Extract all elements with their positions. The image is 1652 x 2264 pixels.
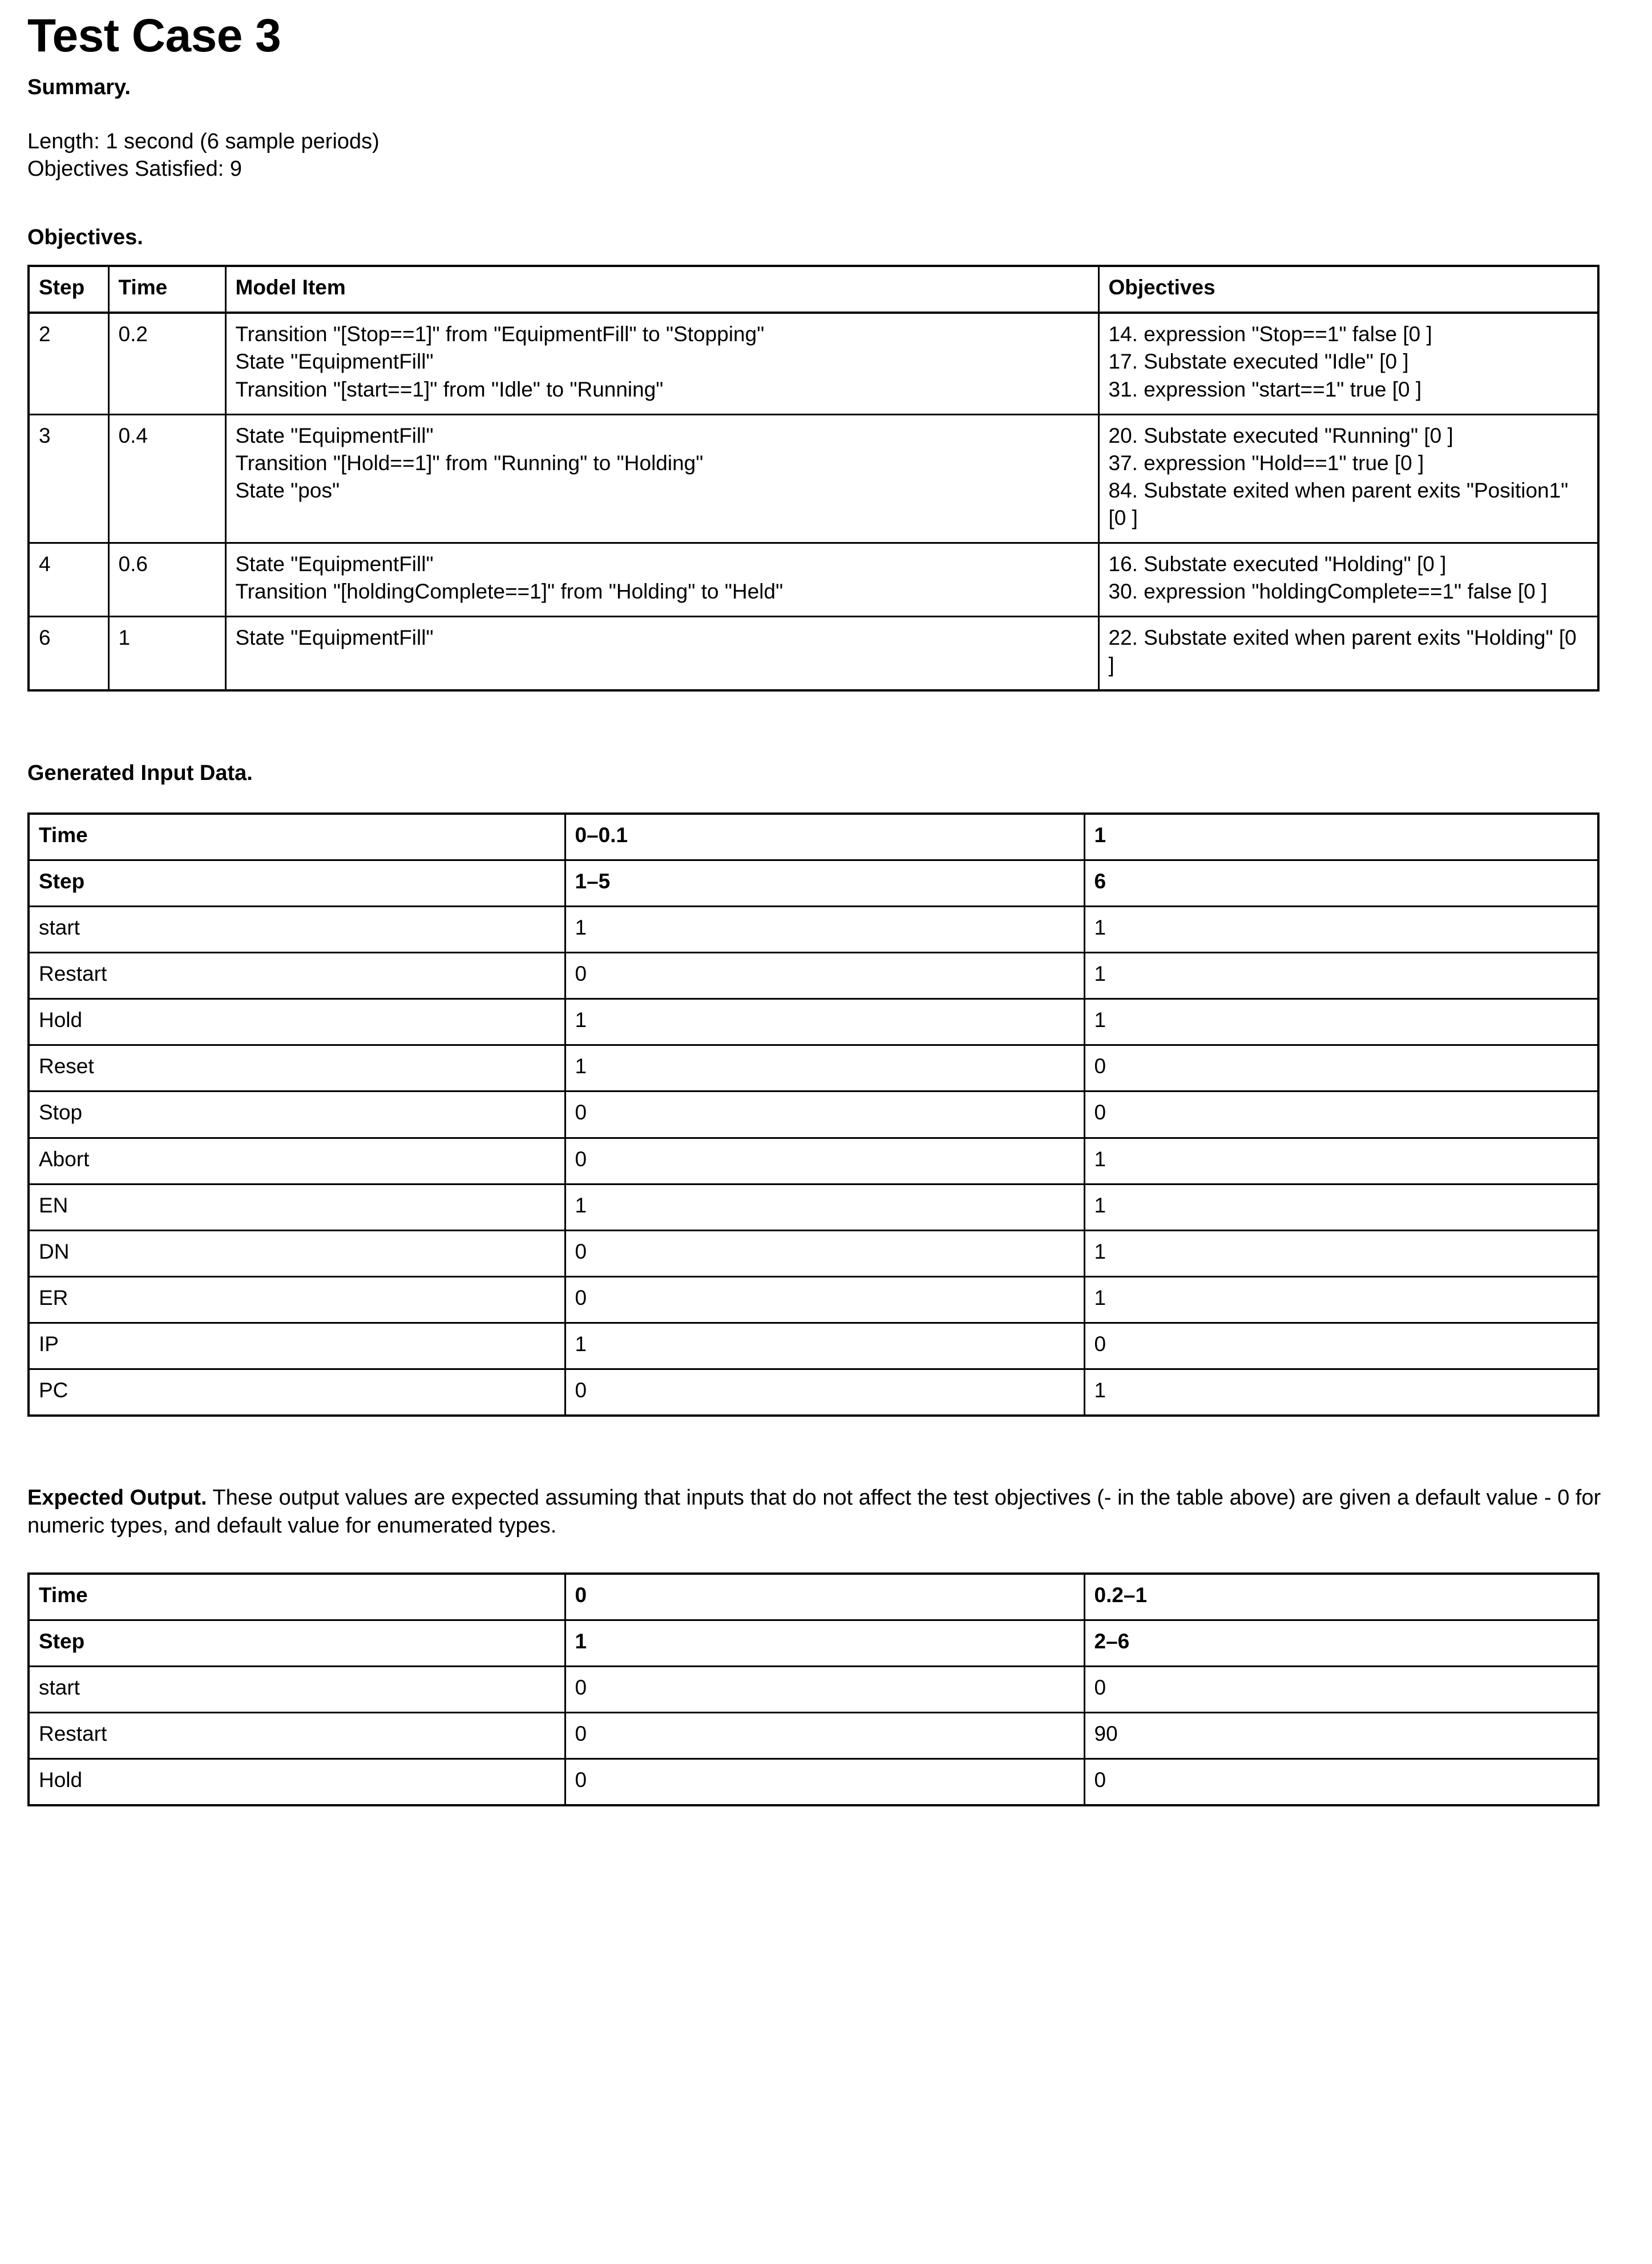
objective-line: 84. Substate exited when parent exits "Position1" [0 ] [1108,478,1569,529]
objectives-cell-time: 0.4 [108,414,225,543]
objectives-cell-objectives [1098,543,1598,617]
objectives-cell-step: 6 [29,617,108,691]
table-row [29,1574,1598,1620]
input-row-label: DN [29,1230,565,1276]
table-row [29,999,1598,1045]
output-cell-b: 0 [1084,1759,1598,1806]
input-cell-a: 1 [565,907,1084,953]
input-row-label: PC [29,1369,565,1416]
objectives-table-header-row [29,266,1598,313]
input-row-label: Stop [29,1091,565,1138]
input-cell-b: 0 [1084,1091,1598,1138]
objectives-cell-model-item [225,543,1098,617]
input-cell-b: 0 [1084,1045,1598,1091]
objectives-header-time: Time [108,266,225,313]
objectives-cell-step: 4 [29,543,108,617]
model-item-line: State "EquipmentFill" [235,350,434,374]
input-cell-a: 0 [565,953,1084,999]
table-row [29,1138,1598,1184]
output-row-label: Restart [29,1713,565,1759]
table-row [29,814,1598,860]
table-row [29,953,1598,999]
summary-line-length: Length: 1 second (6 sample periods) [27,129,379,153]
generated-input-heading: Generated Input Data. [27,761,253,786]
table-row [29,907,1598,953]
objectives-cell-objectives [1098,414,1598,543]
objective-line: 30. expression "holdingComplete==1" false [0 ] [1108,580,1548,604]
output-row-label: start [29,1667,565,1713]
table-row [29,1620,1598,1666]
input-row-label: start [29,907,565,953]
table-row [29,1230,1598,1276]
input-cell-b: 1 [1084,1369,1598,1416]
output-cell-a: 0 [565,1713,1084,1759]
expected-output-table-body [29,1574,1598,1805]
input-cell-a: 1–5 [565,860,1084,906]
input-cell-a: 0 [565,1369,1084,1416]
input-cell-b: 0 [1084,1323,1598,1369]
objective-line: 22. Substate exited when parent exits "Holding" [0 ] [1108,626,1577,677]
table-row [29,1713,1598,1759]
output-cell-b: 0 [1084,1667,1598,1713]
expected-output-paragraph [27,1484,1625,1541]
model-item-line: State "EquipmentFill" [235,626,434,650]
objectives-cell-time: 1 [108,617,225,691]
output-cell-b: 90 [1084,1713,1598,1759]
output-row-label: Step [29,1620,565,1666]
table-row [29,543,1598,617]
input-cell-a: 1 [565,999,1084,1045]
model-item-line: Transition "[Stop==1]" from "EquipmentFill" to "Stopping" [235,322,765,346]
input-cell-a: 0 [565,1230,1084,1276]
model-item-line: Transition "[start==1]" from "Idle" to "Running" [235,377,664,401]
generated-input-data-table [27,812,1600,1417]
objectives-cell-objectives [1098,617,1598,691]
summary-line-objectives-satisfied: Objectives Satisfied: 9 [27,157,242,181]
model-item-line: Transition "[Hold==1]" from "Running" to "Holding" [235,451,704,475]
generated-input-table-body [29,814,1598,1416]
input-cell-b: 1 [1084,953,1598,999]
model-item-line: Transition "[holdingComplete==1]" from "Holding" to "Held" [235,580,783,604]
summary-lines [27,128,1625,183]
objectives-header-objectives: Objectives [1098,266,1598,313]
objectives-table [27,265,1600,692]
input-cell-b: 1 [1084,907,1598,953]
input-cell-b: 1 [1084,814,1598,860]
objective-line: 37. expression "Hold==1" true [0 ] [1108,451,1424,475]
objectives-header-step: Step [29,266,108,313]
table-row [29,1759,1598,1806]
expected-output-table [27,1572,1600,1806]
table-row [29,313,1598,414]
expected-output-block [27,1484,1625,1541]
input-cell-b: 6 [1084,860,1598,906]
input-cell-b: 1 [1084,1230,1598,1276]
objectives-cell-model-item [225,414,1098,543]
input-row-label: Time [29,814,565,860]
output-row-label: Hold [29,1759,565,1806]
output-cell-b: 0.2–1 [1084,1574,1598,1620]
model-item-line: State "EquipmentFill" [235,552,434,576]
input-cell-a: 0 [565,1276,1084,1323]
input-cell-a: 0 [565,1138,1084,1184]
objective-line: 20. Substate executed "Running" [0 ] [1108,423,1453,447]
input-row-label: Reset [29,1045,565,1091]
objectives-cell-step: 2 [29,313,108,414]
table-row [29,1184,1598,1230]
expected-output-body-text: These output values are expected assuming that inputs that do not affect the test objectives (- in the table above) are given a default value - 0 for numeric types, and default value for enumerated types. [27,1486,1601,1538]
input-row-label: Restart [29,953,565,999]
input-row-label: IP [29,1323,565,1369]
input-cell-a: 1 [565,1045,1084,1091]
objectives-cell-time: 0.2 [108,313,225,414]
table-row [29,414,1598,543]
table-row [29,1091,1598,1138]
objectives-header-model-item: Model Item [225,266,1098,313]
input-cell-a: 0 [565,1091,1084,1138]
input-row-label: ER [29,1276,565,1323]
output-cell-a: 0 [565,1667,1084,1713]
output-cell-a: 0 [565,1574,1084,1620]
input-row-label: Hold [29,999,565,1045]
objective-line: 16. Substate executed "Holding" [0 ] [1108,552,1447,576]
table-row [29,1045,1598,1091]
table-row [29,617,1598,691]
input-cell-a: 1 [565,1184,1084,1230]
input-cell-b: 1 [1084,1138,1598,1184]
objectives-heading: Objectives. [27,225,143,249]
table-row [29,1276,1598,1323]
input-cell-b: 1 [1084,1184,1598,1230]
input-row-label: Step [29,860,565,906]
objectives-cell-model-item [225,617,1098,691]
input-cell-b: 1 [1084,1276,1598,1323]
objectives-table-body [29,313,1598,690]
objectives-cell-objectives [1098,313,1598,414]
objective-line: 17. Substate executed "Idle" [0 ] [1108,350,1409,374]
expected-output-heading: Expected Output. [27,1486,207,1510]
objectives-cell-step: 3 [29,414,108,543]
input-cell-b: 1 [1084,999,1598,1045]
output-cell-a: 0 [565,1759,1084,1806]
table-row [29,1369,1598,1416]
output-cell-b: 2–6 [1084,1620,1598,1666]
objective-line: 14. expression "Stop==1" false [0 ] [1108,322,1432,346]
output-row-label: Time [29,1574,565,1620]
input-row-label: Abort [29,1138,565,1184]
table-row [29,1323,1598,1369]
table-row [29,860,1598,906]
objectives-cell-time: 0.6 [108,543,225,617]
model-item-line: State "pos" [235,478,340,502]
objective-line: 31. expression "start==1" true [0 ] [1108,377,1422,401]
input-row-label: EN [29,1184,565,1230]
input-cell-a: 0–0.1 [565,814,1084,860]
table-row [29,1667,1598,1713]
model-item-line: State "EquipmentFill" [235,423,434,447]
page-title: Test Case 3 [27,10,281,62]
objectives-cell-model-item [225,313,1098,414]
input-cell-a: 1 [565,1323,1084,1369]
summary-heading: Summary. [27,75,131,99]
output-cell-a: 1 [565,1620,1084,1666]
